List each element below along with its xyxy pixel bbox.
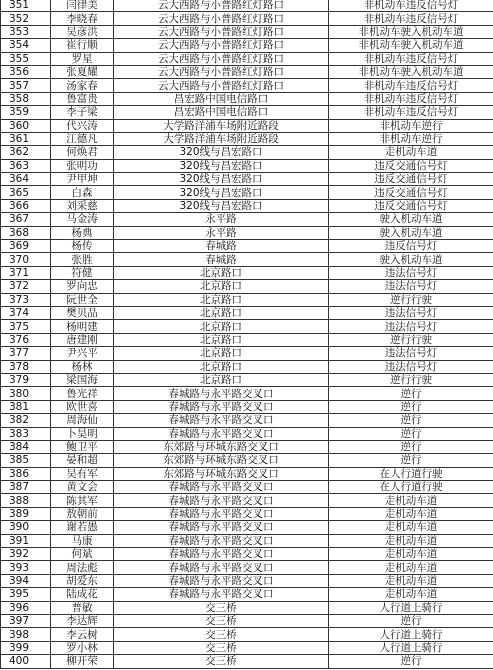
row-number-cell: 364 bbox=[1, 173, 51, 186]
person-name-cell: 周法彪 bbox=[51, 561, 114, 574]
person-name-cell: 何斌 bbox=[51, 548, 114, 561]
violation-type-cell: 走机动车道 bbox=[329, 561, 493, 574]
person-name-cell: 代兴涛 bbox=[51, 119, 114, 132]
table-row bbox=[1, 199, 493, 212]
table-row bbox=[1, 12, 493, 25]
location-cell: 春城路与永平路交叉口 bbox=[114, 561, 329, 574]
location-cell: 云大西路与小普路红灯路口 bbox=[114, 52, 329, 65]
violation-type-cell: 驶入机动车道 bbox=[329, 226, 493, 239]
table-row bbox=[1, 65, 493, 78]
row-number-cell: 367 bbox=[1, 213, 51, 226]
location-cell: 春城路与永平路交叉口 bbox=[114, 494, 329, 507]
table-row bbox=[1, 280, 493, 293]
violation-type-cell: 逆行行驶 bbox=[329, 373, 493, 386]
row-number-cell: 370 bbox=[1, 253, 51, 266]
violation-type-cell: 非机动车驶入机动车道 bbox=[329, 65, 493, 78]
row-number-cell: 378 bbox=[1, 360, 51, 373]
table-row bbox=[1, 253, 493, 266]
person-name-cell: 汤家春 bbox=[51, 79, 114, 92]
table-row bbox=[1, 588, 493, 601]
location-cell: 春城路 bbox=[114, 240, 329, 253]
location-cell: 东郊路与环城东路交叉口 bbox=[114, 467, 329, 480]
violation-type-cell: 非机动车违反信号灯 bbox=[329, 12, 493, 25]
table-row bbox=[1, 494, 493, 507]
row-number-cell: 354 bbox=[1, 39, 51, 52]
person-name-cell: 罗星 bbox=[51, 52, 114, 65]
location-cell: 320线与昌宏路口 bbox=[114, 159, 329, 172]
violation-type-cell: 违反交通信号灯 bbox=[329, 173, 493, 186]
location-cell: 昌宏路中国电信路口 bbox=[114, 92, 329, 105]
location-cell: 320线与昌宏路口 bbox=[114, 199, 329, 212]
row-number-cell: 384 bbox=[1, 440, 51, 453]
row-number-cell: 351 bbox=[1, 0, 51, 12]
row-number-cell: 385 bbox=[1, 454, 51, 467]
location-cell: 北京路口 bbox=[114, 306, 329, 319]
location-cell: 云大西路与小普路红灯路口 bbox=[114, 79, 329, 92]
location-cell: 春城路与永平路交叉口 bbox=[114, 521, 329, 534]
location-cell: 北京路口 bbox=[114, 373, 329, 386]
person-name-cell: 罗向忠 bbox=[51, 280, 114, 293]
person-name-cell: 吴彦洪 bbox=[51, 25, 114, 38]
location-cell: 云大西路与小普路红灯路口 bbox=[114, 12, 329, 25]
violation-type-cell: 走机动车道 bbox=[329, 507, 493, 520]
person-name-cell: 李云树 bbox=[51, 628, 114, 641]
row-number-cell: 357 bbox=[1, 79, 51, 92]
table-row bbox=[1, 655, 493, 668]
row-number-cell: 360 bbox=[1, 119, 51, 132]
table-row bbox=[1, 119, 493, 132]
person-name-cell: 何焕君 bbox=[51, 146, 114, 159]
row-number-cell: 393 bbox=[1, 561, 51, 574]
table-row bbox=[1, 641, 493, 654]
location-cell: 交三桥 bbox=[114, 628, 329, 641]
row-number-cell: 389 bbox=[1, 507, 51, 520]
violation-type-cell: 违反信号灯 bbox=[329, 240, 493, 253]
person-name-cell: 唐建刚 bbox=[51, 333, 114, 346]
table-row bbox=[1, 213, 493, 226]
location-cell: 春城路与永平路交叉口 bbox=[114, 574, 329, 587]
person-name-cell: 卜昊明 bbox=[51, 427, 114, 440]
person-name-cell: 张胜 bbox=[51, 253, 114, 266]
table-row bbox=[1, 306, 493, 319]
violation-type-cell: 非机动车违反信号灯 bbox=[329, 52, 493, 65]
location-cell: 320线与昌宏路口 bbox=[114, 146, 329, 159]
location-cell: 春城路与永平路交叉口 bbox=[114, 534, 329, 547]
violation-type-cell: 违反交通信号灯 bbox=[329, 186, 493, 199]
row-number-cell: 374 bbox=[1, 306, 51, 319]
person-name-cell: 杨林 bbox=[51, 360, 114, 373]
row-number-cell: 394 bbox=[1, 574, 51, 587]
table-row bbox=[1, 548, 493, 561]
row-number-cell: 355 bbox=[1, 52, 51, 65]
row-number-cell: 398 bbox=[1, 628, 51, 641]
row-number-cell: 377 bbox=[1, 347, 51, 360]
violation-type-cell: 走机动车道 bbox=[329, 521, 493, 534]
person-name-cell: 尹甲坤 bbox=[51, 173, 114, 186]
table-row bbox=[1, 507, 493, 520]
violation-type-cell: 在人行道行驶 bbox=[329, 467, 493, 480]
location-cell: 北京路口 bbox=[114, 266, 329, 279]
table-row bbox=[1, 79, 493, 92]
person-name-cell: 符健 bbox=[51, 266, 114, 279]
violation-type-cell: 违法信号灯 bbox=[329, 280, 493, 293]
table-row bbox=[1, 574, 493, 587]
row-number-cell: 372 bbox=[1, 280, 51, 293]
violation-type-cell: 人行道上骑行 bbox=[329, 628, 493, 641]
table-row bbox=[1, 240, 493, 253]
person-name-cell: 谢若愚 bbox=[51, 521, 114, 534]
person-name-cell: 李达辉 bbox=[51, 614, 114, 627]
row-number-cell: 381 bbox=[1, 400, 51, 413]
table-body bbox=[1, 0, 493, 668]
person-name-cell: 陈其军 bbox=[51, 494, 114, 507]
row-number-cell: 386 bbox=[1, 467, 51, 480]
person-name-cell: 敖朝前 bbox=[51, 507, 114, 520]
violation-type-cell: 逆行行驶 bbox=[329, 333, 493, 346]
row-number-cell: 383 bbox=[1, 427, 51, 440]
table-row bbox=[1, 186, 493, 199]
violation-type-cell: 人行道上骑行 bbox=[329, 601, 493, 614]
location-cell: 交三桥 bbox=[114, 601, 329, 614]
person-name-cell: 李子梁 bbox=[51, 106, 114, 119]
location-cell: 北京路口 bbox=[114, 280, 329, 293]
row-number-cell: 365 bbox=[1, 186, 51, 199]
person-name-cell: 杨典 bbox=[51, 226, 114, 239]
row-number-cell: 366 bbox=[1, 199, 51, 212]
person-name-cell: 罗小林 bbox=[51, 641, 114, 654]
table-row bbox=[1, 39, 493, 52]
person-name-cell: 普敏 bbox=[51, 601, 114, 614]
location-cell: 云大西路与小普路红灯路口 bbox=[114, 39, 329, 52]
violation-type-cell: 逆行行驶 bbox=[329, 293, 493, 306]
location-cell: 云大西路与小普路红灯路口 bbox=[114, 65, 329, 78]
table-row bbox=[1, 320, 493, 333]
location-cell: 北京路口 bbox=[114, 347, 329, 360]
violation-type-cell: 走机动车道 bbox=[329, 574, 493, 587]
location-cell: 春城路与永平路交叉口 bbox=[114, 400, 329, 413]
table-row bbox=[1, 333, 493, 346]
row-number-cell: 375 bbox=[1, 320, 51, 333]
person-name-cell: 江德凡 bbox=[51, 132, 114, 145]
row-number-cell: 387 bbox=[1, 481, 51, 494]
person-name-cell: 吴有军 bbox=[51, 467, 114, 480]
table-row bbox=[1, 534, 493, 547]
location-cell: 永平路 bbox=[114, 226, 329, 239]
violation-type-cell: 走机动车道 bbox=[329, 588, 493, 601]
person-name-cell: 梁国海 bbox=[51, 373, 114, 386]
violation-type-cell: 逆行 bbox=[329, 400, 493, 413]
row-number-cell: 392 bbox=[1, 548, 51, 561]
violation-type-cell: 非机动车驶入机动车道 bbox=[329, 25, 493, 38]
person-name-cell: 白森 bbox=[51, 186, 114, 199]
location-cell: 春城路与永平路交叉口 bbox=[114, 588, 329, 601]
location-cell: 东郊路与环城东路交叉口 bbox=[114, 440, 329, 453]
violation-type-cell: 驶入机动车道 bbox=[329, 213, 493, 226]
location-cell: 大学路洋浦车场附近路段 bbox=[114, 132, 329, 145]
location-cell: 春城路与永平路交叉口 bbox=[114, 548, 329, 561]
row-number-cell: 352 bbox=[1, 12, 51, 25]
table-row bbox=[1, 226, 493, 239]
table-row bbox=[1, 601, 493, 614]
table-row bbox=[1, 400, 493, 413]
person-name-cell: 尹兴平 bbox=[51, 347, 114, 360]
person-name-cell: 杨明建 bbox=[51, 320, 114, 333]
person-name-cell: 闫律美 bbox=[51, 0, 114, 12]
row-number-cell: 395 bbox=[1, 588, 51, 601]
person-name-cell: 晏和超 bbox=[51, 454, 114, 467]
table-row bbox=[1, 561, 493, 574]
table-row bbox=[1, 481, 493, 494]
row-number-cell: 361 bbox=[1, 132, 51, 145]
table-row bbox=[1, 427, 493, 440]
violation-type-cell: 走机动车道 bbox=[329, 534, 493, 547]
location-cell: 春城路与永平路交叉口 bbox=[114, 507, 329, 520]
location-cell: 昌宏路中国电信路口 bbox=[114, 106, 329, 119]
person-name-cell: 鲁光祥 bbox=[51, 387, 114, 400]
location-cell: 春城路与永平路交叉口 bbox=[114, 481, 329, 494]
table-row bbox=[1, 373, 493, 386]
location-cell: 320线与昌宏路口 bbox=[114, 186, 329, 199]
violation-type-cell: 逆行 bbox=[329, 414, 493, 427]
table-row bbox=[1, 146, 493, 159]
table-row bbox=[1, 454, 493, 467]
row-number-cell: 379 bbox=[1, 373, 51, 386]
table-row bbox=[1, 52, 493, 65]
person-name-cell: 马康 bbox=[51, 534, 114, 547]
person-name-cell: 杨传 bbox=[51, 240, 114, 253]
person-name-cell: 陆成花 bbox=[51, 588, 114, 601]
violation-type-cell: 逆行 bbox=[329, 655, 493, 668]
violation-type-cell: 非机动车逆行 bbox=[329, 132, 493, 145]
violation-type-cell: 违法信号灯 bbox=[329, 306, 493, 319]
person-name-cell: 张夏耀 bbox=[51, 65, 114, 78]
table-row bbox=[1, 159, 493, 172]
location-cell: 云大西路与小普路红灯路口 bbox=[114, 25, 329, 38]
person-name-cell: 阮世全 bbox=[51, 293, 114, 306]
violation-type-cell: 违法信号灯 bbox=[329, 347, 493, 360]
location-cell: 春城路与永平路交叉口 bbox=[114, 427, 329, 440]
row-number-cell: 368 bbox=[1, 226, 51, 239]
violation-type-cell: 违法信号灯 bbox=[329, 320, 493, 333]
violation-type-cell: 非机动车违反信号灯 bbox=[329, 92, 493, 105]
row-number-cell: 390 bbox=[1, 521, 51, 534]
violation-type-cell: 逆行 bbox=[329, 440, 493, 453]
person-name-cell: 欧世喜 bbox=[51, 400, 114, 413]
person-name-cell: 柳开荣 bbox=[51, 655, 114, 668]
table-row bbox=[1, 25, 493, 38]
person-name-cell: 刘采慈 bbox=[51, 199, 114, 212]
row-number-cell: 363 bbox=[1, 159, 51, 172]
violation-type-cell: 违反交通信号灯 bbox=[329, 159, 493, 172]
violation-type-cell: 走机动车道 bbox=[329, 548, 493, 561]
table-row bbox=[1, 387, 493, 400]
person-name-cell: 马金涛 bbox=[51, 213, 114, 226]
location-cell: 北京路口 bbox=[114, 333, 329, 346]
row-number-cell: 396 bbox=[1, 601, 51, 614]
location-cell: 春城路 bbox=[114, 253, 329, 266]
violation-type-cell: 逆行 bbox=[329, 614, 493, 627]
location-cell: 永平路 bbox=[114, 213, 329, 226]
row-number-cell: 353 bbox=[1, 25, 51, 38]
table-row bbox=[1, 266, 493, 279]
row-number-cell: 382 bbox=[1, 414, 51, 427]
violation-type-cell: 非机动车驶入机动车道 bbox=[329, 39, 493, 52]
violation-type-cell: 非机动车违反信号灯 bbox=[329, 106, 493, 119]
table-row bbox=[1, 360, 493, 373]
location-cell: 交三桥 bbox=[114, 614, 329, 627]
location-cell: 云大西路与小普路红灯路口 bbox=[114, 0, 329, 12]
person-name-cell: 鲁富贵 bbox=[51, 92, 114, 105]
person-name-cell: 胡爱东 bbox=[51, 574, 114, 587]
row-number-cell: 362 bbox=[1, 146, 51, 159]
violation-type-cell: 人行道上骑行 bbox=[329, 641, 493, 654]
location-cell: 交三桥 bbox=[114, 655, 329, 668]
row-number-cell: 397 bbox=[1, 614, 51, 627]
row-number-cell: 391 bbox=[1, 534, 51, 547]
row-number-cell: 399 bbox=[1, 641, 51, 654]
violation-type-cell: 在人行道行驶 bbox=[329, 481, 493, 494]
table-row bbox=[1, 521, 493, 534]
table-row bbox=[1, 293, 493, 306]
violation-type-cell: 走机动车道 bbox=[329, 494, 493, 507]
table-row bbox=[1, 440, 493, 453]
row-number-cell: 371 bbox=[1, 266, 51, 279]
violation-type-cell: 逆行 bbox=[329, 427, 493, 440]
row-number-cell: 376 bbox=[1, 333, 51, 346]
table-row bbox=[1, 347, 493, 360]
location-cell: 北京路口 bbox=[114, 320, 329, 333]
table-row bbox=[1, 614, 493, 627]
violation-type-cell: 逆行 bbox=[329, 454, 493, 467]
location-cell: 交三桥 bbox=[114, 641, 329, 654]
row-number-cell: 388 bbox=[1, 494, 51, 507]
violation-type-cell: 违反交通信号灯 bbox=[329, 199, 493, 212]
location-cell: 北京路口 bbox=[114, 293, 329, 306]
violation-type-cell: 走机动车道 bbox=[329, 146, 493, 159]
location-cell: 东郊路与环城东路交叉口 bbox=[114, 454, 329, 467]
table-row bbox=[1, 467, 493, 480]
location-cell: 320线与昌宏路口 bbox=[114, 173, 329, 186]
table-row bbox=[1, 173, 493, 186]
row-number-cell: 380 bbox=[1, 387, 51, 400]
row-number-cell: 369 bbox=[1, 240, 51, 253]
violation-type-cell: 驶入机动车道 bbox=[329, 253, 493, 266]
row-number-cell: 359 bbox=[1, 106, 51, 119]
person-name-cell: 鲍卫平 bbox=[51, 440, 114, 453]
location-cell: 春城路与永平路交叉口 bbox=[114, 414, 329, 427]
table-row bbox=[1, 628, 493, 641]
person-name-cell: 李晓春 bbox=[51, 12, 114, 25]
row-number-cell: 373 bbox=[1, 293, 51, 306]
violation-type-cell: 违法信号灯 bbox=[329, 360, 493, 373]
violation-type-cell: 非机动车违反信号灯 bbox=[329, 0, 493, 12]
person-name-cell: 黄文会 bbox=[51, 481, 114, 494]
row-number-cell: 356 bbox=[1, 65, 51, 78]
person-name-cell: 崔行顺 bbox=[51, 39, 114, 52]
table-row bbox=[1, 132, 493, 145]
table-row bbox=[1, 106, 493, 119]
violation-type-cell: 逆行 bbox=[329, 387, 493, 400]
person-name-cell: 张明功 bbox=[51, 159, 114, 172]
location-cell: 春城路与永平路交叉口 bbox=[114, 387, 329, 400]
violation-type-cell: 违法信号灯 bbox=[329, 266, 493, 279]
location-cell: 大学路洋浦车场附近路段 bbox=[114, 119, 329, 132]
table-row bbox=[1, 92, 493, 105]
table-row bbox=[1, 0, 493, 12]
violation-type-cell: 非机动车违反信号灯 bbox=[329, 79, 493, 92]
location-cell: 北京路口 bbox=[114, 360, 329, 373]
row-number-cell: 400 bbox=[1, 655, 51, 668]
row-number-cell: 358 bbox=[1, 92, 51, 105]
person-name-cell: 周海仙 bbox=[51, 414, 114, 427]
table-row bbox=[1, 414, 493, 427]
person-name-cell: 樊贝品 bbox=[51, 306, 114, 319]
violation-type-cell: 非机动车逆行 bbox=[329, 119, 493, 132]
